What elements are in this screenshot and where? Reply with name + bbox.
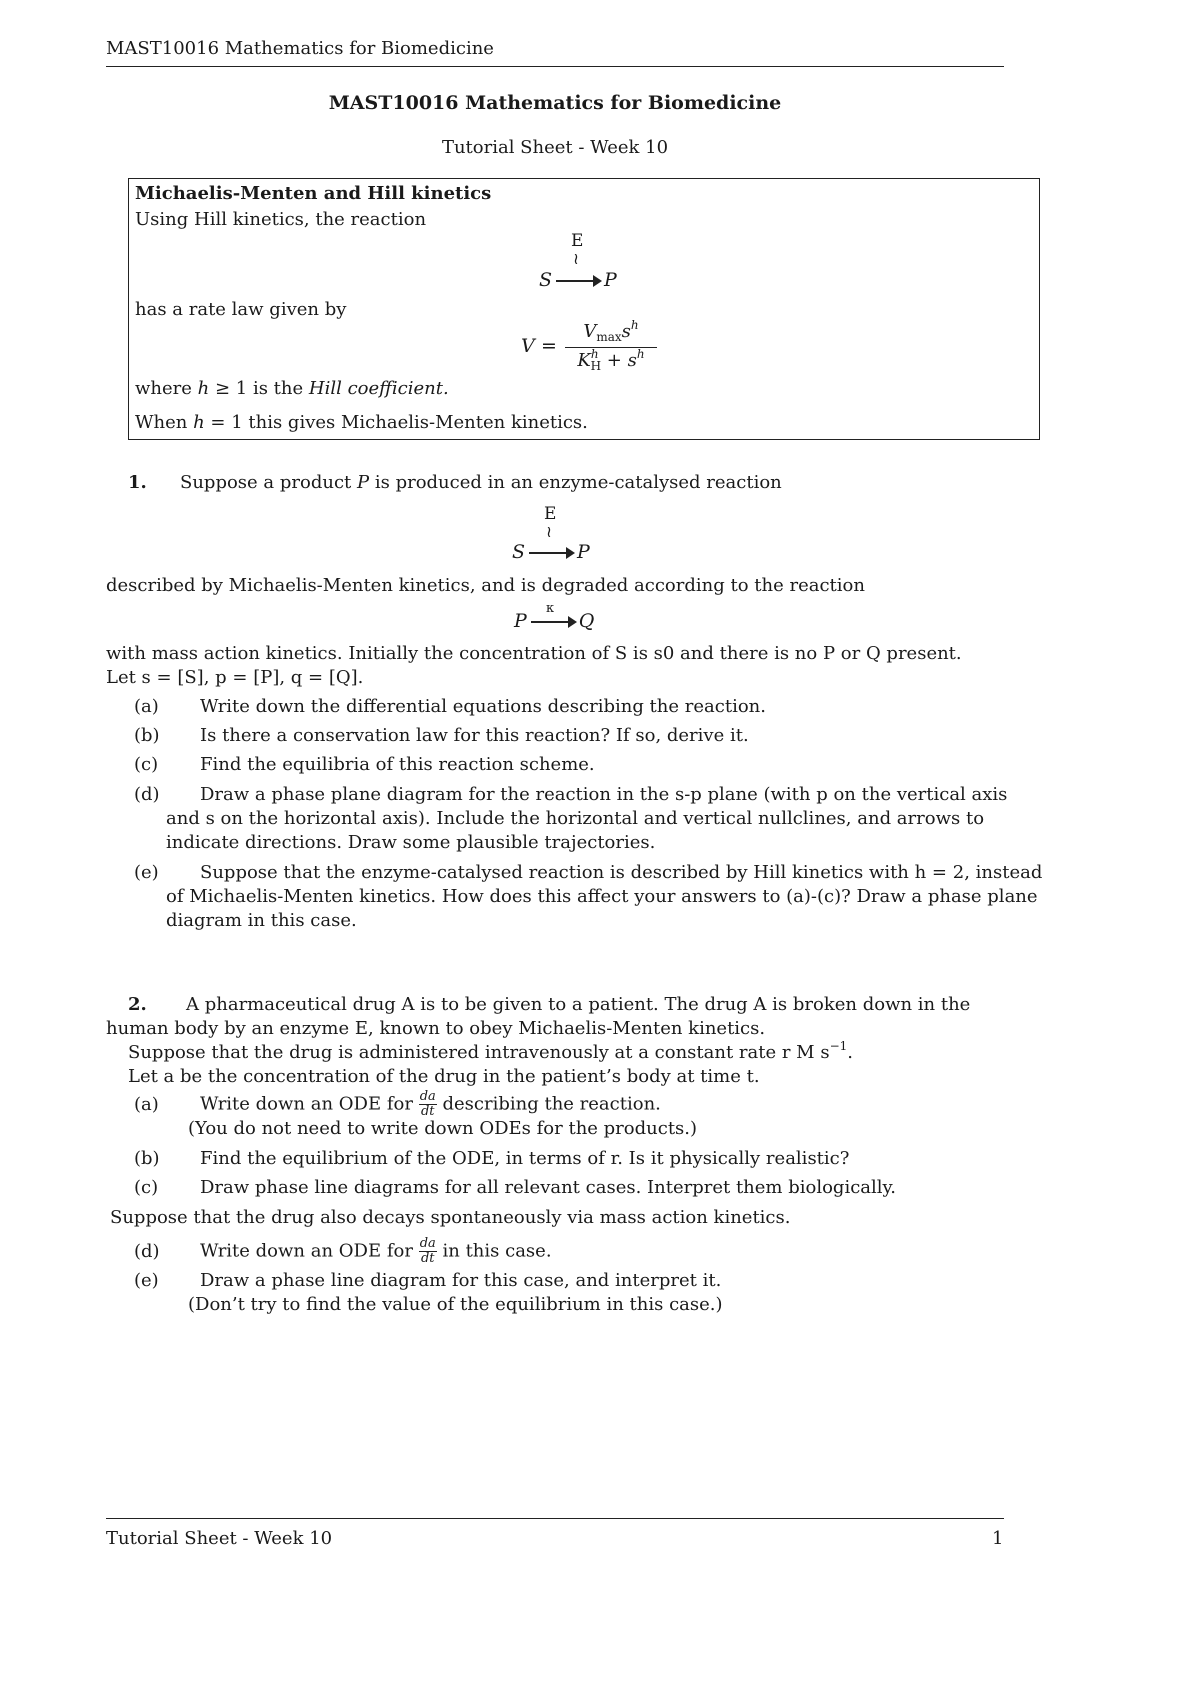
reaction-arrow <box>529 552 573 554</box>
box-rate-text: has a rate law given by <box>135 299 347 320</box>
q1-intro: Suppose a product P is produced in an enzyme-catalysed reaction <box>180 472 782 493</box>
page-number: 1 <box>992 1528 1004 1549</box>
q2-part-a-note: (You do not need to write down ODEs for the products.) <box>188 1118 698 1139</box>
definition-box <box>128 178 1040 440</box>
q2-line3: Suppose that the drug is administered intravenously at a constant rate r M $s^{-1}$. <box>128 1039 854 1063</box>
q2-mid: Suppose that the drug also decays spontaneously via mass action kinetics. <box>110 1207 791 1228</box>
hill-numerator: $V_{max}s^h$ <box>565 321 657 348</box>
box-heading: Michaelis-Menten and Hill kinetics <box>135 183 492 204</box>
da-dt-fraction: $\frac{da}{dt}$ <box>419 1236 436 1266</box>
da-dt-fraction: $\frac{da}{dt}$ <box>419 1089 436 1119</box>
q1-line2: described by Michaelis-Menten kinetics, and is degraded according to the reaction <box>106 575 865 596</box>
q2-part-e-note: (Don’t try to find the value of the equilibrium in this case.) <box>188 1294 723 1315</box>
q2-part-c-label: (c) <box>134 1177 159 1198</box>
q1-line4: Let s = [S], p = [P], q = [Q]. <box>106 667 364 688</box>
q2-part-e-label: (e) <box>134 1270 159 1291</box>
reaction-arrow <box>531 621 575 623</box>
hill-denominator: $K^h_H + s^h$ <box>577 347 645 373</box>
q2-part-b-label: (b) <box>134 1148 160 1169</box>
q2-part-d-label: (d) <box>134 1241 160 1262</box>
document-page: MAST10016 Mathematics for Biomedicine MAST10016 Mathematics for Biomedicine Tutorial Sheet - Week 10 Michaelis-Menten and Hill kinetics Using Hill kinetics, the reaction E ≀ S P has a rate law given by V = $V_{max}s^h$ $K^h_H + s^h$ where h ≥ 1 is the Hill coefficient. When h = 1 this gives Michaelis-Menten kinetics. 1. Suppose a product P is produced in an enzyme-catalysed reaction E ≀ S P described by Michaelis-Menten kinetics, and is degraded according to the reaction κ P Q with mass action kinetics. Initially the concentration of S is s0 and there is no P or Q present. Let s = [S], p = [P], q = [Q]. (a) Write down the differential equations describing the reaction. (b) Is there a conservation law for this reaction? If so, derive it. (c) Find the equilibria of this reaction scheme. (d) Draw a phase plane diagram for the reaction in the s-p plane (with p on the vertical axis and s on the horizontal axis). Include the horizontal and vertical nullclines, and arrows to indicate directions. Draw some plausible trajectories. (e) Suppose that the enzyme-catalysed reaction is described by Hill kinetics with h = 2, instead of Michaelis-Menten kinetics. How does this affect your answers to (a)-(c)? Draw a phase plane diagram in this case. 2. A pharmaceutical drug A is to be given to a patient. The drug A is broken down in the human body by an enzyme E, known to obey Michaelis-Menten kinetics. Suppose that the drug is administered intravenously at a constant rate r M $s^{-1}$. Let a be the concentration of the drug in the patient’s body at time t. (a) Write down an ODE for $\frac{da}{dt}$ describing the reaction. (You do not need to write down ODEs for the products.) (b) Find the equilibrium of the ODE, in terms of r. Is it physically realistic? (c) Draw phase line diagrams for all relevant cases. Interpret them biologically. Suppose that the drug also decays spontaneously via mass action kinetics. (d) Write down an ODE for $\frac{da}{dt}$ in this case. (e) Draw a phase line diagram for this case, and interpret it. (Don’t try to find the value of the equilibrium in this case.) Tutorial Sheet - Week 10 1 <box>0 0 1200 1696</box>
box-product: P <box>604 269 617 291</box>
running-header: MAST10016 Mathematics for Biomedicine <box>106 38 494 59</box>
box-intro: Using Hill kinetics, the reaction <box>135 209 427 230</box>
q2-part-a: Write down an ODE for $\frac{da}{dt}$ describing the reaction. <box>200 1089 661 1119</box>
box-where-line: where h ≥ 1 is the Hill coefficient. <box>135 378 449 399</box>
footer-left: Tutorial Sheet - Week 10 <box>106 1528 333 1549</box>
q1-squiggle: ≀ <box>546 522 552 541</box>
q2-part-e: Draw a phase line diagram for this case, and interpret it. <box>200 1270 722 1291</box>
reaction-arrow <box>556 280 600 282</box>
q2-part-d: Write down an ODE for $\frac{da}{dt}$ in this case. <box>200 1236 552 1266</box>
q2-part-b: Find the equilibrium of the ODE, in terms of r. Is it physically realistic? <box>200 1148 850 1169</box>
box-last-line: When h = 1 this gives Michaelis-Menten kinetics. <box>135 412 588 433</box>
q2-part-c: Draw phase line diagrams for all relevant cases. Interpret them biologically. <box>200 1177 897 1198</box>
q1-reaction-2: P Q <box>514 610 595 632</box>
q2-line2: human body by an enzyme E, known to obey Michaelis-Menten kinetics. <box>106 1018 766 1039</box>
q1-enzyme-label: E <box>544 504 557 524</box>
document-title: MAST10016 Mathematics for Biomedicine <box>328 92 782 114</box>
header-rule <box>106 66 1004 67</box>
q1-line3: with mass action kinetics. Initially the concentration of S is s0 and there is no P or Q present. <box>106 643 962 664</box>
q2-number: 2. <box>128 994 147 1015</box>
q2-line4: Let a be the concentration of the drug in the patient’s body at time t. <box>128 1066 760 1087</box>
box-substrate: S <box>539 269 553 291</box>
q1-reaction-1: S P <box>512 541 590 563</box>
q1-rate-constant: κ <box>546 601 555 616</box>
q2-part-a-label: (a) <box>134 1094 159 1115</box>
footer-rule <box>106 1518 1004 1519</box>
document-subtitle: Tutorial Sheet - Week 10 <box>441 137 669 158</box>
box-enzyme-label: E <box>571 231 584 251</box>
q2-line1: A pharmaceutical drug A is to be given to a patient. The drug A is broken down in the <box>186 994 971 1015</box>
hill-equation: V = $V_{max}s^h$ $K^h_H + s^h$ <box>521 321 661 377</box>
q1-number: 1. <box>128 472 147 493</box>
box-reaction <box>539 269 617 291</box>
box-squiggle: ≀ <box>573 249 579 268</box>
